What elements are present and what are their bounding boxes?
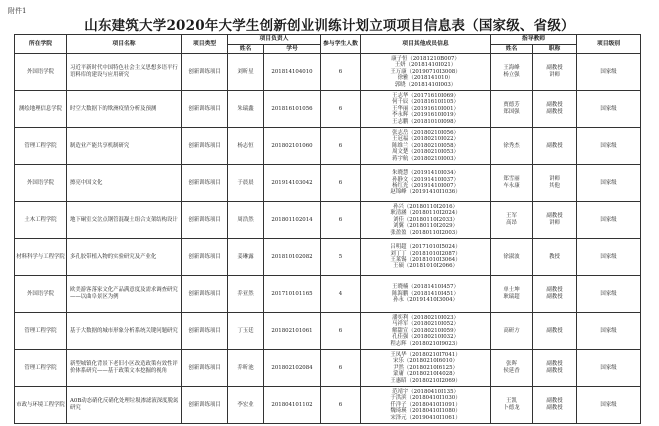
- cell-advisor-name-line: 耿瑞超: [503, 294, 520, 300]
- cell-other-members-line: 范靖宇（20180410I135）: [392, 388, 459, 395]
- cell-advisor-title-line: 讲师: [549, 72, 560, 78]
- table-body: [15, 54, 641, 424]
- cell-other-members: [361, 350, 491, 387]
- cell-other-members-line: 程志辉（20180210I9023）: [390, 340, 461, 347]
- header-leader-id: 学号: [264, 45, 321, 54]
- cell-college: 外国语学院: [15, 54, 67, 91]
- cell-other-members-line: 王志华（20171610I069）: [392, 92, 459, 99]
- cell-leader-id: 201816101056: [264, 91, 321, 128]
- table-row: [15, 313, 641, 350]
- cell-advisor-title-line: 副教授: [546, 287, 563, 294]
- cell-other-members-line: 魏琦瑛（20180410I1080）: [390, 408, 461, 415]
- cell-leader-name: 刘昕星: [228, 54, 264, 91]
- header-project-type: 项目类型: [182, 35, 228, 54]
- cell-other-members-line: 郭晓（20181410I003）: [394, 81, 457, 88]
- cell-other-members-line: 解甜宣（20180210I059）: [392, 327, 459, 334]
- cell-advisor-title: [533, 165, 577, 202]
- cell-leader-id: 201810102082: [264, 239, 321, 276]
- cell-advisor-title-line: 副教授: [546, 361, 563, 368]
- cell-advisor-title-line: 副教授: [546, 109, 563, 115]
- cell-other-members-line: 孙永（20191410I3004）: [393, 297, 458, 304]
- cell-other-members-line: 宋泽元（20190410I1061）: [390, 414, 461, 421]
- cell-project-type: 创新训练项目: [182, 54, 228, 91]
- cell-member-count: 6: [321, 387, 361, 424]
- attachment-label: 附件1: [8, 7, 27, 15]
- cell-level: 国家级: [577, 202, 641, 239]
- cell-other-members-line: 康子恒（20181210B007）: [391, 55, 460, 62]
- cell-advisor-name: [491, 313, 533, 350]
- cell-other-members: [361, 313, 491, 350]
- cell-leader-name: 姜琳露: [228, 239, 264, 276]
- cell-advisor-title-line: 副教授: [546, 294, 563, 300]
- cell-advisor-title-line: 其他: [549, 183, 560, 189]
- cell-advisor-name: [491, 128, 533, 165]
- cell-advisor-name: [491, 276, 533, 313]
- cell-other-members-line: 王莱锡（20181010I3064）: [390, 257, 461, 263]
- cell-member-count: 6: [321, 350, 361, 387]
- cell-project-name: 多孔胶带植入物的实验研究及产业化: [67, 239, 182, 276]
- cell-college: 土木工程学院: [15, 202, 67, 239]
- cell-leader-name: 乔昕池: [228, 350, 264, 387]
- cell-advisor-title: [533, 54, 577, 91]
- header-member-count: 参与学生人数: [321, 35, 361, 54]
- cell-advisor-name-line: 徐秀杰: [503, 142, 520, 149]
- cell-advisor-title: [533, 313, 577, 350]
- cell-leader-id: 201801102014: [264, 202, 321, 239]
- cell-advisor-title-line: 副教授: [546, 327, 563, 334]
- cell-leader-id: 201804101102: [264, 387, 321, 424]
- cell-other-members-line: 孔佳强（20180210I032）: [392, 334, 459, 341]
- header-other-members: 项目其他成员信息: [361, 35, 491, 54]
- cell-leader-name: 李宏业: [228, 387, 264, 424]
- cell-project-name: 制造业产能共享机制研究: [67, 128, 182, 165]
- cell-other-members-line: 蒙庸（20180210I4028）: [393, 371, 458, 378]
- header-advisor-name: 姓名: [491, 45, 533, 54]
- header-leader: 项目负责人: [228, 35, 321, 45]
- cell-leader-name: 周浩然: [228, 202, 264, 239]
- cell-advisor-title-line: 讲师: [549, 176, 560, 183]
- cell-other-members-line: 宋乐（20180210I6010）: [393, 358, 458, 365]
- cell-leader-id: 201814104010: [264, 54, 321, 91]
- cell-leader-name: 杨志恒: [228, 128, 264, 165]
- cell-other-members: [361, 387, 491, 424]
- cell-advisor-name: [491, 54, 533, 91]
- cell-advisor-title-line: 讲师: [549, 220, 560, 226]
- cell-advisor-name-line: 王军: [506, 213, 517, 220]
- cell-project-type: 创新训练项目: [182, 128, 228, 165]
- cell-college: 材料科学与工程学院: [15, 239, 67, 276]
- cell-advisor-name: [491, 350, 533, 387]
- cell-advisor-name-line: 杨立强: [503, 72, 520, 78]
- cell-advisor-name: [491, 387, 533, 424]
- cell-college: 市政与环境工程学院: [15, 387, 67, 424]
- cell-other-members-line: 陈海鹏（20181410I451）: [392, 290, 459, 297]
- cell-other-members-line: 张志岳（20180210I056）: [392, 129, 459, 136]
- cell-member-count: 6: [321, 202, 361, 239]
- cell-leader-name: 于晨晨: [228, 165, 264, 202]
- cell-leader-id: 201802102084: [264, 350, 321, 387]
- cell-project-type: 创新训练项目: [182, 239, 228, 276]
- header-leader-name: 姓名: [228, 45, 264, 54]
- cell-member-count: 6: [321, 313, 361, 350]
- table-row: [15, 165, 641, 202]
- cell-advisor-name: [491, 239, 533, 276]
- cell-project-name: 时空大数据下的欺洲疫情分析及预测: [67, 91, 182, 128]
- cell-level: 国家级: [577, 128, 641, 165]
- cell-other-members: [361, 239, 491, 276]
- cell-advisor-title-line: 副教授: [546, 65, 563, 72]
- cell-advisor-name-line: 郑国强: [503, 109, 520, 115]
- cell-other-members-line: 杨红光（20191410I007）: [392, 183, 459, 189]
- cell-leader-id: 201710101165: [264, 276, 321, 313]
- cell-advisor-name-line: 单士坤: [503, 287, 520, 294]
- cell-advisor-title-line: 副教授: [546, 368, 563, 374]
- table-row: [15, 54, 641, 91]
- cell-member-count: 5: [321, 239, 361, 276]
- cell-advisor-name-line: 张晖: [506, 361, 517, 368]
- cell-level: 国家级: [577, 313, 641, 350]
- cell-other-members: [361, 165, 491, 202]
- cell-project-name: 基于大数据的城市形象分析系统关键问题研究: [67, 313, 182, 350]
- table-row: [15, 350, 641, 387]
- cell-project-type: 创新训练项目: [182, 350, 228, 387]
- cell-other-members-line: 吕明超（20171010I5024）: [390, 244, 461, 251]
- cell-other-members-line: 耿清涵（20180110I2024）: [390, 210, 461, 217]
- cell-project-type: 创新训练项目: [182, 91, 228, 128]
- cell-advisor-title: [533, 91, 577, 128]
- cell-advisor-name-line: 王海峰: [503, 65, 520, 72]
- cell-advisor-name-line: 侯延香: [503, 368, 520, 374]
- cell-project-name: 习近平新时代中国特色社会主义思想多语平行语料库的建设与应用研究: [67, 54, 182, 91]
- cell-college: 管理工程学院: [15, 313, 67, 350]
- cell-level: 国家级: [577, 387, 641, 424]
- cell-advisor-name: [491, 202, 533, 239]
- cell-other-members-line: 王万康（20190710I3008）: [390, 68, 461, 75]
- cell-level: 国家级: [577, 165, 641, 202]
- cell-advisor-title-line: 副教授: [546, 405, 563, 411]
- cell-other-members-line: 王凤华（20180210I7041）: [390, 351, 461, 358]
- cell-other-members-line: 王晓楠（20181410I457）: [392, 284, 459, 291]
- cell-level: 国家级: [577, 239, 641, 276]
- cell-advisor-title: [533, 276, 577, 313]
- document-title: 山东建筑大学2020年大学生创新创业训练计划立项项目信息表（国家级、省级）: [84, 18, 575, 34]
- cell-other-members-line: 王惠昭（20180210I2069）: [390, 377, 461, 384]
- cell-member-count: 4: [321, 276, 361, 313]
- cell-other-members: [361, 54, 491, 91]
- cell-member-count: 6: [321, 91, 361, 128]
- cell-other-members-line: 孙静文（20191410I037）: [392, 176, 459, 183]
- cell-college: 管理工程学院: [15, 128, 67, 165]
- cell-college: 测绘地理信息学院: [15, 91, 67, 128]
- table-row: [15, 91, 641, 128]
- header-college: 所在学院: [15, 35, 67, 54]
- cell-level: 国家级: [577, 276, 641, 313]
- cell-advisor-name-line: 贾德芳: [503, 102, 520, 109]
- cell-college: 管理工程学院: [15, 350, 67, 387]
- cell-other-members-line: 王冠福（20180210I022）: [392, 136, 459, 143]
- cell-college: 外国语学院: [15, 276, 67, 313]
- project-info-table: [14, 34, 641, 424]
- cell-advisor-title-line: 副教授: [546, 398, 563, 405]
- cell-other-members-line: 何千辰（20181610I105）: [392, 99, 459, 106]
- cell-leader-id: 201802101061: [264, 313, 321, 350]
- cell-advisor-title-line: 副教授: [546, 142, 563, 149]
- cell-other-members-line: 赵锦峰（20191410I1036）: [390, 189, 461, 196]
- cell-advisor-title-line: 副教授: [546, 213, 563, 220]
- cell-advisor-title: [533, 387, 577, 424]
- cell-other-members-line: 王志鹏（20181010I098）: [392, 118, 459, 125]
- cell-advisor-title: [533, 350, 577, 387]
- cell-project-type: 创新训练项目: [182, 313, 228, 350]
- cell-other-members-line: 仟洋子（20180410I1091）: [390, 401, 461, 408]
- cell-leader-name: 丁玉廷: [228, 313, 264, 350]
- table-row: [15, 387, 641, 424]
- cell-other-members-line: 孙兴（20180110I2016）: [393, 203, 458, 210]
- cell-other-members-line: 陈维兰（20180210I058）: [392, 142, 459, 149]
- cell-other-members-line: 王妍（20181410I021）: [394, 62, 457, 69]
- cell-advisor-name-line: 高研方: [503, 327, 520, 334]
- header-level: 项目级别: [577, 35, 641, 54]
- cell-other-members-line: 马祥军（20180210I052）: [392, 321, 459, 328]
- table-row: [15, 128, 641, 165]
- cell-other-members-line: 于洪滨（20180410I1030）: [390, 395, 461, 402]
- cell-other-members-line: 刘翼（20180110I2029）: [393, 223, 458, 230]
- header-project-name: 项目名称: [67, 35, 182, 54]
- table-row: [15, 239, 641, 276]
- cell-leader-name: 朱瑞鑫: [228, 91, 264, 128]
- cell-level: 国家级: [577, 91, 641, 128]
- cell-other-members-line: 李永辉（20191610I019）: [392, 112, 459, 119]
- cell-project-name: 新型城镇化背景下老旧小区改造政策有效性评价体系研究——基于政策文本挖掘的视角: [67, 350, 182, 387]
- cell-other-members-line: 张盈盈（20180110I2003）: [390, 229, 461, 236]
- cell-project-type: 创新训练项目: [182, 165, 228, 202]
- cell-advisor-name-line: 高昂: [506, 220, 517, 226]
- table-row: [15, 202, 641, 239]
- cell-project-name: 地下硐室交岔点钢管混凝土组合支架结构设计: [67, 202, 182, 239]
- cell-other-members-line: 徐雅（2018141010）: [397, 75, 454, 82]
- cell-level: 国家级: [577, 350, 641, 387]
- cell-member-count: 6: [321, 165, 361, 202]
- cell-college: 外国语学院: [15, 165, 67, 202]
- header-advisor-title: 职称: [533, 45, 577, 54]
- cell-advisor-name: [491, 91, 533, 128]
- cell-other-members-line: 潘奕利（20180210I023）: [392, 314, 459, 321]
- cell-other-members-line: 蒋宇航（20180210I003）: [392, 155, 459, 162]
- table-row: [15, 276, 641, 313]
- cell-advisor-title-line: 副教授: [546, 102, 563, 109]
- cell-project-name: 欧美游客落家文化产品满意度及需求调查研究——以曲阜景区为例: [67, 276, 182, 313]
- cell-project-type: 创新训练项目: [182, 276, 228, 313]
- cell-advisor-name-line: 王凯: [506, 398, 517, 405]
- cell-advisor-name: [491, 165, 533, 202]
- cell-other-members-line: 王硕（20181010I2066）: [393, 263, 458, 270]
- cell-advisor-title: [533, 128, 577, 165]
- cell-advisor-name-line: 车永康: [503, 183, 520, 189]
- cell-project-name: 擦亮中国文化: [67, 165, 182, 202]
- cell-other-members: [361, 128, 491, 165]
- cell-leader-name: 乔亚然: [228, 276, 264, 313]
- cell-other-members-line: 刘佳（20180110I2033）: [393, 216, 458, 223]
- cell-other-members-line: 周文楚（20180210I053）: [392, 149, 459, 156]
- cell-other-members: [361, 91, 491, 128]
- header-advisor: 指导教师: [491, 35, 577, 45]
- cell-advisor-name-line: 徐淑波: [503, 253, 520, 260]
- cell-other-members-line: 王华丽（20191610I001）: [392, 105, 459, 112]
- cell-leader-id: 201914103042: [264, 165, 321, 202]
- cell-member-count: 6: [321, 54, 361, 91]
- cell-other-members: [361, 276, 491, 313]
- cell-level: 国家级: [577, 54, 641, 91]
- cell-advisor-title-line: 教授: [549, 253, 560, 260]
- cell-advisor-name-line: 卜德龙: [503, 405, 520, 411]
- cell-advisor-title: [533, 202, 577, 239]
- cell-advisor-name-line: 郑雪丽: [503, 176, 520, 183]
- cell-other-members: [361, 202, 491, 239]
- cell-project-type: 创新训练项目: [182, 387, 228, 424]
- cell-other-members-line: 尹然（20180210I6125）: [393, 364, 458, 371]
- cell-leader-id: 201802101060: [264, 128, 321, 165]
- cell-other-members-line: 刘丁丁（20181010I2087）: [390, 250, 461, 257]
- cell-project-name: A0B动态硝化反硝化处理垃圾渗滤液深度脱氮研究: [67, 387, 182, 424]
- cell-advisor-title: [533, 239, 577, 276]
- cell-other-members-line: 朱晓慧（20191410I034）: [392, 170, 459, 177]
- cell-project-type: 创新训练项目: [182, 202, 228, 239]
- cell-member-count: 6: [321, 128, 361, 165]
